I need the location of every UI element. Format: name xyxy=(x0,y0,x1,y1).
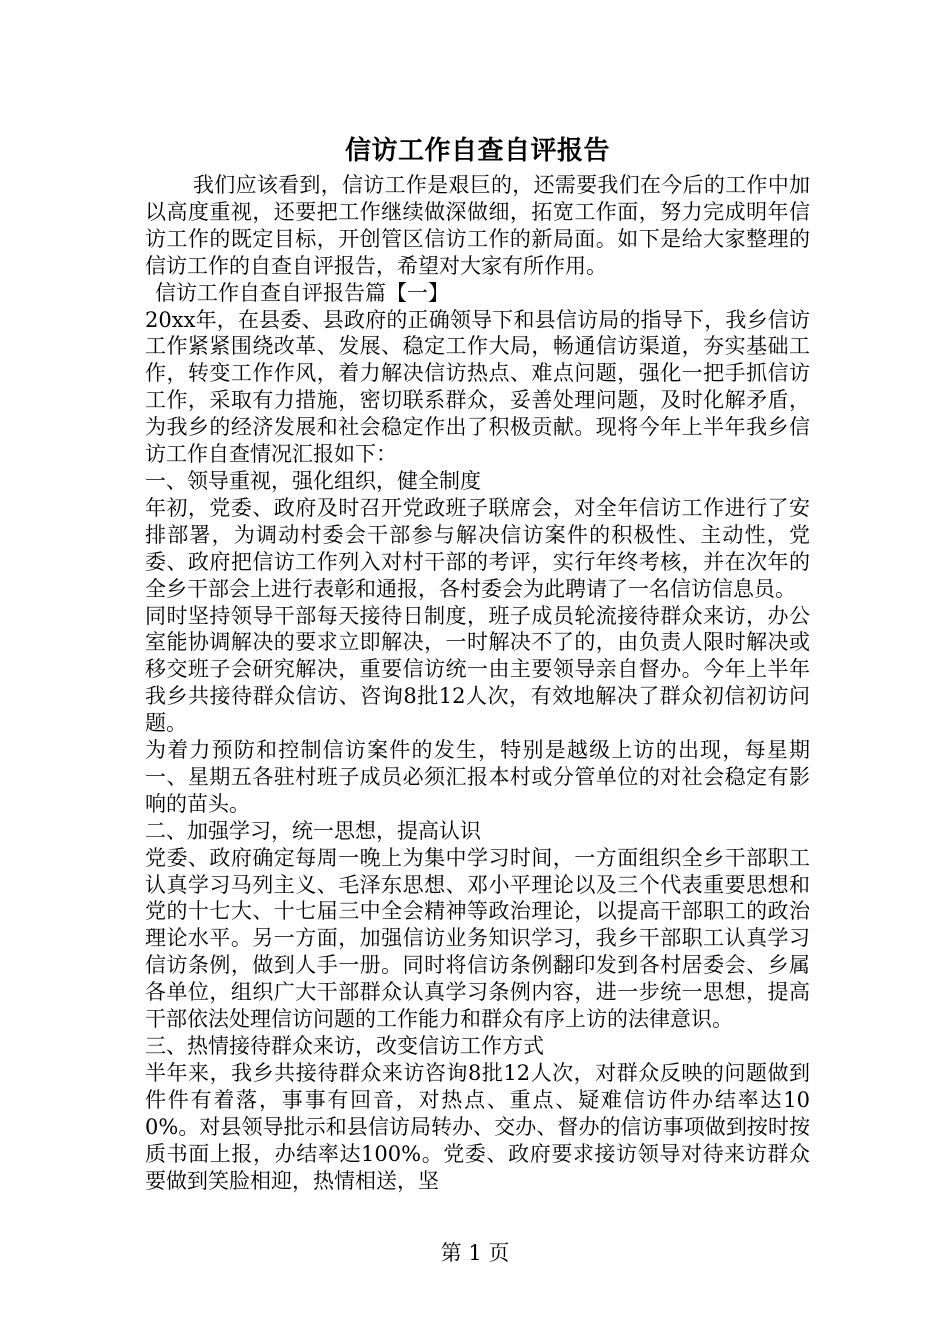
paragraph-reception-results: 半年来，我乡共接待群众来访咨询8批12人次，对群众反映的问题做到件件有着落，事事有回音，对热点、重点、疑难信访件办结率达100%。对县领导批示和县信访局转办、交办、督办的信访事项做到按时按质书面上报，办结率达100%。党委、政府要求接访领导对待来访群众要做到笑脸相迎，热情相送，坚 xyxy=(145,1060,810,1193)
heading-section-one: 一、领导重视，强化组织，健全制度 xyxy=(145,468,481,493)
page-number: 第 1 页 xyxy=(440,1241,510,1265)
heading-section-three: 三、热情接待群众来访，改变信访工作方式 xyxy=(145,1034,544,1058)
paragraph-annual-plan: 年初，党委、政府及时召开党政班子联席会，对全年信访工作进行了安排部署，为调动村委会干部参与解决信访案件的积极性、主动性，党委、政府把信访工作列入对村干部的考评，实行年终考核，并在次年的全乡干部会上进行表彰和通报，各村委会为此聘请了一名信访信息员。 xyxy=(145,495,810,601)
paragraph-overview: 20xx年，在县委、县政府的正确领导下和县信访局的指导下，我乡信访工作紧紧围绕改革、发展、稳定工作大局，畅通信访渠道，夯实基础工作，转变工作作风，着力解决信访热点、难点问题，强化一把手抓信访工作，采取有力措施，密切联系群众，妥善处理问题，及时化解矛盾，为我乡的经济发展和社会稳定作出了积极贡献。现将今年上半年我乡信访工作自查情况汇报如下： xyxy=(145,307,810,467)
paragraph-prevention: 为着力预防和控制信访案件的发生，特别是越级上访的出现，每星期一、星期五各驻村班子成员必须汇报本村或分管单位的对社会稳定有影响的苗头。 xyxy=(145,738,810,816)
heading-section-two: 二、加强学习，统一思想，提高认识 xyxy=(145,818,481,843)
intro-paragraph: 我们应该看到，信访工作是艰巨的，还需要我们在今后的工作中加以高度重视，还要把工作继续做深做细，拓宽工作面，努力完成明年信访工作的既定目标，开创管区信访工作的新局面。如下是给大家整理的信访工作的自查自评报告，希望对大家有所作用。 xyxy=(145,173,810,278)
paragraph-reception-system: 同时坚持领导干部每天接待日制度，班子成员轮流接待群众来访，办公室能协调解决的要求立即解决，一时解决不了的，由负责人限时解决或移交班子会研究解决，重要信访统一由主要领导亲自督办。今年上半年我乡共接待群众信访、咨询8批12人次，有效地解决了群众初信初访问题。 xyxy=(145,603,810,736)
document-title: 信访工作自查自评报告 xyxy=(344,136,610,166)
document-body xyxy=(145,130,810,1194)
paragraph-study: 党委、政府确定每周一晚上为集中学习时间，一方面组织全乡干部职工认真学习马列主义、毛泽东思想、邓小平理论以及三个代表重要思想和党的十七大、十七届三中全会精神等政治理论，以提高干部职工的政治理论水平。另一方面，加强信访业务知识学习，我乡干部职工认真学习信访条例，做到人手一册。同时将信访条例翻印发到各村居委会、乡属各单位，组织广大干部群众认真学习条例内容，进一步统一思想，提高干部依法处理信访问题的工作能力和群众有序上访的法律意识。 xyxy=(145,845,810,1032)
section-subtitle: 信访工作自查自评报告篇【一】 xyxy=(155,280,449,305)
